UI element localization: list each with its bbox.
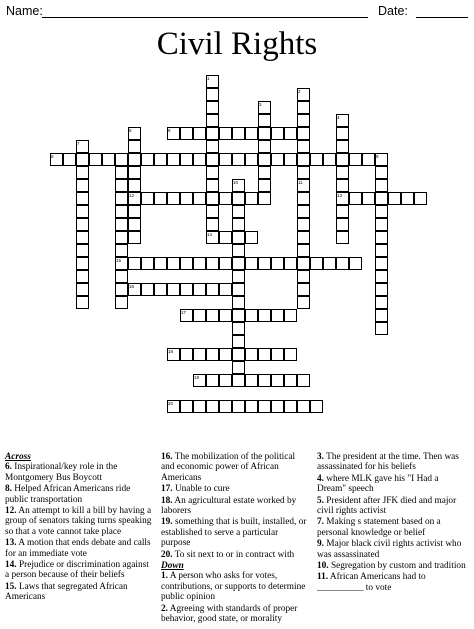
clue-item xyxy=(161,571,309,602)
clue-text: Unable to cure xyxy=(172,484,230,495)
grid-number: 16 xyxy=(129,284,135,289)
grid-cell[interactable] xyxy=(232,322,245,335)
grid-cell[interactable] xyxy=(245,127,258,140)
grid-cell[interactable] xyxy=(206,218,219,231)
grid-cell[interactable] xyxy=(219,400,232,413)
clue-text: A person who asks for votes, contributions, or supports to determine public opinion xyxy=(161,571,306,603)
grid-cell[interactable] xyxy=(297,192,310,205)
grid-cell[interactable] xyxy=(232,400,245,413)
grid-cell[interactable] xyxy=(206,283,219,296)
grid-number: 18 xyxy=(168,349,174,354)
clue-item xyxy=(5,462,153,483)
grid-cell[interactable] xyxy=(232,374,245,387)
grid-cell[interactable] xyxy=(271,127,284,140)
across-heading: Across xyxy=(5,452,31,462)
grid-cell[interactable] xyxy=(258,127,271,140)
grid-cell[interactable] xyxy=(219,153,232,166)
grid-cell[interactable] xyxy=(232,361,245,374)
grid-number: 17 xyxy=(181,310,187,315)
grid-cell[interactable] xyxy=(115,231,128,244)
grid-cell[interactable] xyxy=(310,400,323,413)
grid-cell[interactable] xyxy=(115,283,128,296)
grid-cell[interactable] xyxy=(297,166,310,179)
clue-item xyxy=(161,484,309,494)
grid-cell[interactable] xyxy=(271,309,284,322)
grid-cell[interactable] xyxy=(284,127,297,140)
grid-cell[interactable] xyxy=(375,244,388,257)
grid-cell[interactable] xyxy=(180,153,193,166)
grid-cell[interactable] xyxy=(245,192,258,205)
grid-cell[interactable] xyxy=(336,166,349,179)
grid-cell[interactable] xyxy=(375,257,388,270)
grid-cell[interactable] xyxy=(232,309,245,322)
grid-number: 1 xyxy=(207,76,210,81)
grid-cell[interactable] xyxy=(180,283,193,296)
grid-cell[interactable] xyxy=(128,179,141,192)
clue-number: 13. xyxy=(5,538,17,549)
clue-item xyxy=(317,474,469,495)
date-label: Date: xyxy=(378,4,408,18)
grid-cell[interactable] xyxy=(258,114,271,127)
grid-number: 4 xyxy=(337,115,340,120)
clue-item xyxy=(161,517,309,548)
grid-cell[interactable] xyxy=(245,153,258,166)
clue-column-1 xyxy=(5,452,153,604)
grid-cell[interactable] xyxy=(271,257,284,270)
grid-cell[interactable] xyxy=(297,101,310,114)
grid-cell[interactable] xyxy=(206,348,219,361)
clue-item xyxy=(317,572,469,593)
grid-cell[interactable] xyxy=(115,166,128,179)
grid-cell[interactable] xyxy=(76,166,89,179)
grid-cell[interactable] xyxy=(206,192,219,205)
grid-cell[interactable] xyxy=(154,283,167,296)
grid-cell[interactable] xyxy=(258,348,271,361)
grid-cell[interactable] xyxy=(76,192,89,205)
grid-cell[interactable] xyxy=(193,153,206,166)
clue-item xyxy=(5,582,153,603)
grid-cell[interactable] xyxy=(115,179,128,192)
grid-cell[interactable] xyxy=(206,127,219,140)
grid-number: 6 xyxy=(51,154,54,159)
grid-cell[interactable] xyxy=(206,88,219,101)
grid-cell[interactable] xyxy=(336,231,349,244)
clue-text: Helped African Americans ride public transportation xyxy=(5,484,131,505)
grid-cell[interactable] xyxy=(141,153,154,166)
clue-text: Making s statement based on a personal knowledge or belief xyxy=(317,517,441,538)
grid-cell[interactable] xyxy=(219,257,232,270)
clue-number: 11. xyxy=(317,572,329,583)
clue-text: where MLK gave his "I Had a Dream" speech xyxy=(317,473,439,495)
clue-text: President after JFK died and major civil rights activist xyxy=(317,495,457,517)
grid-number: 10 xyxy=(233,180,239,185)
grid-cell[interactable] xyxy=(154,192,167,205)
grid-cell[interactable] xyxy=(115,244,128,257)
grid-cell[interactable] xyxy=(245,257,258,270)
grid-cell[interactable] xyxy=(219,309,232,322)
grid-cell[interactable] xyxy=(232,127,245,140)
grid-cell[interactable] xyxy=(193,127,206,140)
grid-cell[interactable] xyxy=(297,400,310,413)
clue-text: something that is built, installed, or established to serve a particular purpose xyxy=(161,517,307,549)
clue-item xyxy=(5,506,153,537)
grid-cell[interactable] xyxy=(193,309,206,322)
grid-cell[interactable] xyxy=(349,257,362,270)
grid-cell[interactable] xyxy=(180,127,193,140)
grid-cell[interactable] xyxy=(349,153,362,166)
grid-cell[interactable] xyxy=(375,296,388,309)
grid-number: 11 xyxy=(298,180,303,185)
grid-cell[interactable] xyxy=(284,309,297,322)
grid-cell[interactable] xyxy=(336,257,349,270)
grid-cell[interactable] xyxy=(115,205,128,218)
clue-text: Segregation by custom and tradition xyxy=(328,561,466,572)
grid-cell[interactable] xyxy=(206,114,219,127)
grid-cell[interactable] xyxy=(141,257,154,270)
grid-cell[interactable] xyxy=(167,153,180,166)
clue-item xyxy=(161,550,309,560)
grid-cell[interactable] xyxy=(89,153,102,166)
grid-cell[interactable] xyxy=(167,283,180,296)
clue-text: Agreeing with standards of proper behavior, good state, or morality xyxy=(161,603,298,625)
grid-cell[interactable] xyxy=(336,179,349,192)
grid-cell[interactable] xyxy=(336,127,349,140)
grid-cell[interactable] xyxy=(258,400,271,413)
clue-number: 2. xyxy=(161,603,168,614)
grid-cell[interactable] xyxy=(219,127,232,140)
grid-cell[interactable] xyxy=(362,153,375,166)
clue-text: A motion that ends debate and calls for an immediate vote xyxy=(5,538,151,559)
clue-item xyxy=(161,452,309,483)
clue-item xyxy=(161,496,309,517)
grid-cell[interactable] xyxy=(258,192,271,205)
clue-column-2 xyxy=(161,452,309,626)
grid-cell[interactable] xyxy=(232,283,245,296)
grid-cell[interactable] xyxy=(375,218,388,231)
grid-cell[interactable] xyxy=(115,270,128,283)
grid-cell[interactable] xyxy=(414,192,427,205)
grid-cell[interactable] xyxy=(271,348,284,361)
grid-cell[interactable] xyxy=(284,257,297,270)
grid-number: 8 xyxy=(168,128,171,133)
grid-cell[interactable] xyxy=(128,218,141,231)
grid-cell[interactable] xyxy=(375,166,388,179)
grid-cell[interactable] xyxy=(232,153,245,166)
grid-cell[interactable] xyxy=(219,348,232,361)
down-heading: Down xyxy=(161,561,184,572)
grid-cell[interactable] xyxy=(258,257,271,270)
grid-cell[interactable] xyxy=(284,153,297,166)
clue-number: 1. xyxy=(161,571,168,582)
grid-cell[interactable] xyxy=(245,231,258,244)
clue-number: 20. xyxy=(161,549,173,560)
grid-cell[interactable] xyxy=(232,335,245,348)
grid-cell[interactable] xyxy=(232,257,245,270)
grid-cell[interactable] xyxy=(115,192,128,205)
grid-cell[interactable] xyxy=(297,270,310,283)
grid-cell[interactable] xyxy=(284,374,297,387)
grid-cell[interactable] xyxy=(336,140,349,153)
grid-cell[interactable] xyxy=(271,153,284,166)
clue-number: 16. xyxy=(161,452,173,462)
grid-cell[interactable] xyxy=(76,205,89,218)
clue-number: 9. xyxy=(317,539,324,550)
grid-cell[interactable] xyxy=(245,374,258,387)
grid-cell[interactable] xyxy=(193,283,206,296)
grid-cell[interactable] xyxy=(297,257,310,270)
clue-item xyxy=(5,560,153,581)
grid-cell[interactable] xyxy=(167,257,180,270)
grid-cell[interactable] xyxy=(323,153,336,166)
grid-cell[interactable] xyxy=(141,283,154,296)
clue-item xyxy=(317,452,469,473)
grid-cell[interactable] xyxy=(76,257,89,270)
clue-number: 3. xyxy=(317,452,324,462)
grid-cell[interactable] xyxy=(180,257,193,270)
grid-cell[interactable] xyxy=(206,179,219,192)
grid-cell[interactable] xyxy=(219,374,232,387)
grid-cell[interactable] xyxy=(284,400,297,413)
clue-column-3 xyxy=(317,452,469,594)
clue-text: Major black civil rights activist who was assassinated xyxy=(317,539,462,560)
grid-cell[interactable] xyxy=(76,244,89,257)
grid-cell[interactable] xyxy=(128,166,141,179)
grid-number: 20 xyxy=(168,401,174,406)
clue-number: 8. xyxy=(5,484,12,495)
grid-cell[interactable] xyxy=(206,166,219,179)
grid-cell[interactable] xyxy=(76,283,89,296)
grid-cell[interactable] xyxy=(206,400,219,413)
grid-cell[interactable] xyxy=(258,374,271,387)
clue-number: 14. xyxy=(5,560,17,571)
name-label: Name: xyxy=(6,4,43,18)
grid-cell[interactable] xyxy=(310,153,323,166)
grid-cell[interactable] xyxy=(76,270,89,283)
grid-cell[interactable] xyxy=(401,192,414,205)
grid-cell[interactable] xyxy=(297,283,310,296)
grid-cell[interactable] xyxy=(128,257,141,270)
grid-cell[interactable] xyxy=(297,205,310,218)
grid-cell[interactable] xyxy=(297,127,310,140)
clue-text: African Americans had to __________ to vote xyxy=(317,572,426,593)
grid-cell[interactable] xyxy=(219,192,232,205)
grid-cell[interactable] xyxy=(180,400,193,413)
grid-cell[interactable] xyxy=(232,244,245,257)
grid-cell[interactable] xyxy=(154,257,167,270)
clue-number: 5. xyxy=(317,495,324,506)
grid-cell[interactable] xyxy=(258,179,271,192)
clue-text: An attempt to kill a bill by having a group of senators taking turns speaking so that a vote cannot take place xyxy=(5,506,152,537)
grid-number: 5 xyxy=(129,128,132,133)
clue-item xyxy=(5,538,153,559)
grid-cell[interactable] xyxy=(63,153,76,166)
grid-cell[interactable] xyxy=(76,179,89,192)
grid-cell[interactable] xyxy=(232,348,245,361)
clue-text: An agricultural estate worked by laborers xyxy=(161,495,297,517)
grid-cell[interactable] xyxy=(193,257,206,270)
grid-number: 3 xyxy=(259,102,262,107)
grid-cell[interactable] xyxy=(128,153,141,166)
grid-number: 14 xyxy=(207,232,213,237)
grid-cell[interactable] xyxy=(297,296,310,309)
grid-cell[interactable] xyxy=(128,140,141,153)
grid-cell[interactable] xyxy=(193,400,206,413)
grid-cell[interactable] xyxy=(297,218,310,231)
grid-cell[interactable] xyxy=(297,231,310,244)
grid-cell[interactable] xyxy=(232,231,245,244)
clue-text: Inspirational/key role in the Montgomery Bus Boycott xyxy=(5,462,118,483)
grid-cell[interactable] xyxy=(206,205,219,218)
grid-cell[interactable] xyxy=(375,231,388,244)
grid-cell[interactable] xyxy=(76,153,89,166)
clue-item xyxy=(317,517,469,538)
clue-number: 17. xyxy=(161,484,173,495)
clue-item xyxy=(317,496,469,517)
grid-cell[interactable] xyxy=(232,296,245,309)
grid-cell[interactable] xyxy=(271,374,284,387)
grid-cell[interactable] xyxy=(206,257,219,270)
grid-cell[interactable] xyxy=(323,257,336,270)
grid-cell[interactable] xyxy=(128,205,141,218)
grid-cell[interactable] xyxy=(271,400,284,413)
clue-number: 10. xyxy=(317,561,329,572)
grid-cell[interactable] xyxy=(206,101,219,114)
grid-cell[interactable] xyxy=(258,166,271,179)
grid-cell[interactable] xyxy=(219,231,232,244)
grid-cell[interactable] xyxy=(115,153,128,166)
grid-cell[interactable] xyxy=(76,296,89,309)
grid-cell[interactable] xyxy=(180,348,193,361)
clue-number: 6. xyxy=(5,462,12,473)
clue-number: 7. xyxy=(317,517,324,528)
grid-cell[interactable] xyxy=(297,153,310,166)
grid-cell[interactable] xyxy=(258,153,271,166)
clue-text: The president at the time. Then was assassinated for his beliefs xyxy=(317,452,459,473)
grid-cell[interactable] xyxy=(206,140,219,153)
grid-cell[interactable] xyxy=(232,192,245,205)
grid-cell[interactable] xyxy=(375,309,388,322)
grid-cell[interactable] xyxy=(336,153,349,166)
grid-number: 13 xyxy=(337,193,343,198)
grid-cell[interactable] xyxy=(245,309,258,322)
grid-cell[interactable] xyxy=(193,192,206,205)
grid-cell[interactable] xyxy=(388,192,401,205)
grid-cell[interactable] xyxy=(102,153,115,166)
grid-cell[interactable] xyxy=(154,153,167,166)
grid-cell[interactable] xyxy=(375,270,388,283)
grid-cell[interactable] xyxy=(362,192,375,205)
grid-number: 15 xyxy=(116,258,122,263)
grid-cell[interactable] xyxy=(375,192,388,205)
grid-cell[interactable] xyxy=(219,283,232,296)
clue-text: Laws that segregated African Americans xyxy=(5,581,128,603)
grid-number: 7 xyxy=(77,141,80,146)
grid-cell[interactable] xyxy=(336,218,349,231)
clue-item xyxy=(317,539,469,560)
grid-cell[interactable] xyxy=(245,348,258,361)
clue-number: 4. xyxy=(317,473,324,484)
grid-cell[interactable] xyxy=(206,374,219,387)
grid-cell[interactable] xyxy=(245,400,258,413)
grid-cell[interactable] xyxy=(115,296,128,309)
grid-cell[interactable] xyxy=(206,153,219,166)
grid-cell[interactable] xyxy=(258,140,271,153)
clue-number: 19. xyxy=(161,517,173,528)
grid-cell[interactable] xyxy=(193,348,206,361)
grid-cell[interactable] xyxy=(349,192,362,205)
grid-cell[interactable] xyxy=(375,283,388,296)
grid-cell[interactable] xyxy=(76,231,89,244)
grid-cell[interactable] xyxy=(375,179,388,192)
grid-cell[interactable] xyxy=(232,205,245,218)
clue-number: 18. xyxy=(161,495,173,506)
grid-cell[interactable] xyxy=(258,309,271,322)
clue-item xyxy=(317,561,469,571)
grid-cell[interactable] xyxy=(232,218,245,231)
grid-cell[interactable] xyxy=(180,192,193,205)
grid-cell[interactable] xyxy=(141,192,154,205)
puzzle-title: Civil Rights xyxy=(156,26,318,62)
grid-cell[interactable] xyxy=(232,270,245,283)
grid-cell[interactable] xyxy=(375,205,388,218)
clue-number: 12. xyxy=(5,506,17,517)
grid-number: 9 xyxy=(376,154,379,159)
grid-cell[interactable] xyxy=(297,114,310,127)
grid-cell[interactable] xyxy=(284,348,297,361)
grid-number: 19 xyxy=(194,375,200,380)
grid-cell[interactable] xyxy=(297,244,310,257)
clue-number: 15. xyxy=(5,581,17,592)
grid-cell[interactable] xyxy=(336,205,349,218)
grid-cell[interactable] xyxy=(128,231,141,244)
clue-item xyxy=(5,484,153,505)
clue-text: The mobilization of the political and economic power of African Americans xyxy=(161,452,296,483)
grid-number: 2 xyxy=(298,89,301,94)
grid-cell[interactable] xyxy=(297,140,310,153)
grid-cell[interactable] xyxy=(297,374,310,387)
grid-cell[interactable] xyxy=(206,309,219,322)
grid-cell[interactable] xyxy=(115,218,128,231)
grid-cell[interactable] xyxy=(76,218,89,231)
grid-cell[interactable] xyxy=(167,192,180,205)
grid-cell[interactable] xyxy=(375,322,388,335)
clue-text: Prejudice or discrimination against a person because of their beliefs xyxy=(5,560,149,581)
grid-number: 12 xyxy=(129,193,135,198)
grid-cell[interactable] xyxy=(310,257,323,270)
clue-text: To sit next to or in contract with xyxy=(172,549,295,560)
clue-item xyxy=(161,604,309,625)
